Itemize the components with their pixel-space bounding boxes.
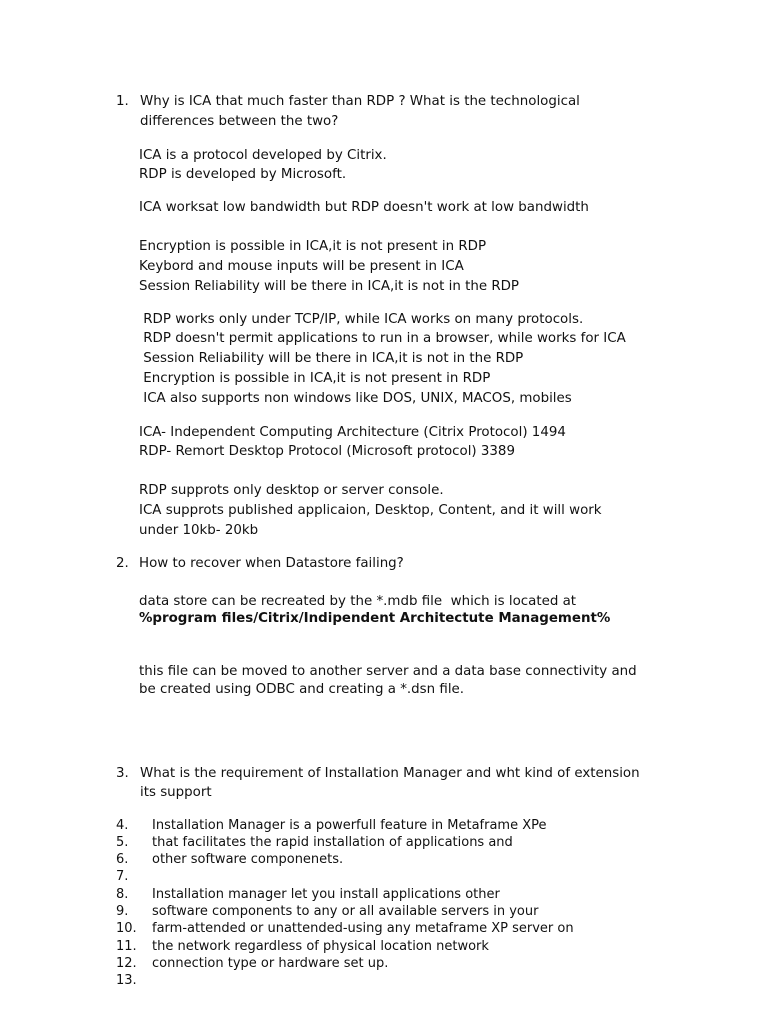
q2-answer-line: be created using ODBC and creating a *.dsn file. bbox=[139, 682, 465, 697]
numbered-line-text: that facilitates the rapid installation of applications and bbox=[152, 835, 513, 850]
q1-answer-line: RDP is developed by Microsoft. bbox=[139, 167, 347, 182]
q3-question-line: its support bbox=[140, 785, 212, 800]
numbered-line-text: connection type or hardware set up. bbox=[152, 956, 389, 971]
q1-answer-line: RDP doesn't permit applications to run in a browser, while works for ICA bbox=[139, 331, 626, 346]
q1-answer-line: RDP works only under TCP/IP, while ICA works on many protocols. bbox=[139, 312, 584, 327]
numbered-line-text: Installation manager let you install applications other bbox=[152, 887, 500, 902]
line-number: 10. bbox=[116, 921, 137, 936]
q2-path-line: %program files/Citrix/Indipendent Architectute Management% bbox=[139, 611, 611, 626]
line-number: 9. bbox=[116, 904, 129, 919]
q1-answer-line: Session Reliability will be there in ICA,it is not in the RDP bbox=[139, 351, 524, 366]
q1-number: 1. bbox=[116, 94, 129, 109]
q1-answer-line: RDP supprots only desktop or server console. bbox=[139, 483, 444, 498]
line-number: 8. bbox=[116, 887, 129, 902]
numbered-line-text: other software componenets. bbox=[152, 852, 344, 867]
line-number: 12. bbox=[116, 956, 137, 971]
line-number: 5. bbox=[116, 835, 129, 850]
numbered-line-text: software components to any or all available servers in your bbox=[152, 904, 539, 919]
q2-answer-line: this file can be moved to another server and a data base connectivity and bbox=[139, 664, 637, 679]
q2-number: 2. bbox=[116, 556, 129, 571]
q1-answer-line: ICA- Independent Computing Architecture (Citrix Protocol) 1494 bbox=[139, 425, 566, 440]
line-number: 6. bbox=[116, 852, 129, 867]
q1-answer-line: ICA also supports non windows like DOS, UNIX, MACOS, mobiles bbox=[139, 391, 572, 406]
q1-question-line: Why is ICA that much faster than RDP ? What is the technological bbox=[140, 94, 580, 109]
q1-answer-line: ICA worksat low bandwidth but RDP doesn't work at low bandwidth bbox=[139, 200, 589, 215]
q1-answer-line: Session Reliability will be there in ICA,it is not in the RDP bbox=[139, 279, 520, 294]
q1-question-line: differences between the two? bbox=[140, 114, 339, 129]
line-number: 11. bbox=[116, 939, 137, 954]
numbered-line-text: Installation Manager is a powerfull feature in Metaframe XPe bbox=[152, 818, 547, 833]
q2-question: How to recover when Datastore failing? bbox=[139, 556, 404, 571]
q1-answer-line: ICA supprots published applicaion, Desktop, Content, and it will work bbox=[139, 503, 602, 518]
numbered-line-text: farm-attended or unattended-using any metaframe XP server on bbox=[152, 921, 574, 936]
line-number: 7. bbox=[116, 869, 129, 884]
q1-answer-line: Encryption is possible in ICA,it is not present in RDP bbox=[139, 371, 491, 386]
q1-answer-line: Keybord and mouse inputs will be present in ICA bbox=[139, 259, 464, 274]
line-number: 13. bbox=[116, 973, 137, 988]
q1-answer-line: Encryption is possible in ICA,it is not present in RDP bbox=[139, 239, 487, 254]
q2-answer-line: data store can be recreated by the *.mdb file which is located at bbox=[139, 594, 577, 609]
q1-answer-line: ICA is a protocol developed by Citrix. bbox=[139, 148, 387, 163]
q1-answer-line: under 10kb- 20kb bbox=[139, 523, 259, 538]
q3-number: 3. bbox=[116, 766, 129, 781]
numbered-line-text: the network regardless of physical location network bbox=[152, 939, 489, 954]
q1-answer-line: RDP- Remort Desktop Protocol (Microsoft protocol) 3389 bbox=[139, 444, 515, 459]
q3-question-line: What is the requirement of Installation Manager and wht kind of extension bbox=[140, 766, 640, 781]
line-number: 4. bbox=[116, 818, 129, 833]
